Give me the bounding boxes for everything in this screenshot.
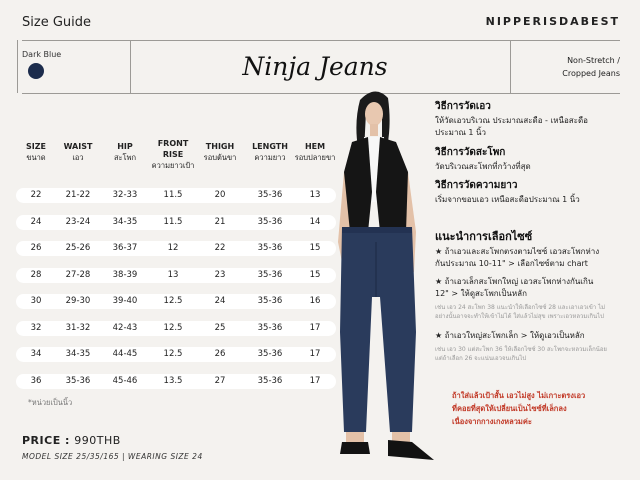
model-photo: [330, 82, 440, 472]
cell-waist: 25-26: [65, 243, 91, 253]
cell-hip: 38-39: [112, 269, 138, 280]
cell-size: 34: [30, 349, 42, 359]
advice-3-line-1: ★ ถ้าเอวใหญ่สะโพกเล็ก > ให้ดูเอวเป็นหลัก: [435, 331, 585, 340]
waist-measure-title: วิธีการวัดเอว: [435, 101, 491, 112]
header-hem-label: HEM: [304, 142, 326, 151]
cell-length: 35-36: [257, 349, 283, 359]
header-length-sub: ความยาว: [254, 153, 286, 162]
cell-hip: 32-33: [112, 190, 138, 200]
cell-hem: 14: [309, 216, 321, 227]
header-hip-label: HIP: [117, 142, 133, 151]
advice-1-line-1: ★ ถ้าเอวและสะโพกตรงตามไซซ์ เอวสะโพกห่าง: [435, 247, 600, 256]
cell-hip: 34-35: [112, 216, 138, 227]
cell-front-rise: 11.5: [163, 190, 183, 200]
warning-line-1: ถ้าใส่แล้วเป้าสั้น เอวไม่สูง ไม่เกาะตรงเอว: [452, 391, 586, 400]
advice-2-line-2: 12" > ให้ดูสะโพกเป็นหลัก: [435, 289, 527, 298]
cell-length: 35-36: [257, 243, 283, 253]
cell-size: 26: [30, 243, 42, 253]
cell-hem: 17: [309, 322, 321, 333]
cell-waist: 27-28: [65, 269, 91, 280]
cell-size: 24: [30, 216, 42, 227]
page-title: Size Guide: [22, 15, 91, 30]
waist-measure-text-2: ประมาณ 1 นิ้ว: [435, 128, 486, 137]
cell-front-rise: 12.5: [163, 349, 183, 359]
cell-hip: 44-45: [112, 349, 138, 359]
cell-thigh: 26: [214, 349, 226, 359]
product-name: Ninja Jeans: [242, 52, 388, 81]
header-waist-label: WAIST: [63, 142, 93, 151]
cell-hem: 17: [309, 375, 321, 386]
left-edge-divider: [17, 40, 18, 93]
cell-front-rise: 12.5: [163, 296, 183, 306]
advice-1-line-2: กันประมาณ 10-11" > เลือกไซซ์ตาม chart: [435, 259, 588, 268]
advice-2-example-2: อย่างนั้นอาจจะทำให้เข้าไม่ได้ ใส่แล้วไม่สุข เพราะเอวหลวมเกินไป: [435, 313, 604, 320]
cell-waist: 34-35: [65, 349, 91, 359]
advice-3-example-2: แต่ถ้าเลือก 26 จะแน่นเอวจนเกินไป: [435, 355, 527, 362]
cell-size: 28: [30, 269, 42, 280]
color-swatch: [28, 63, 44, 79]
advice-2-line-1: ★ ถ้าเอวเล็กสะโพกใหญ่ เอวสะโพกห่างกันเกิน: [435, 277, 594, 286]
cell-thigh: 22: [214, 243, 226, 253]
advice-2-example-1: เช่น เอว 24 สะโพก 38 แนะนำให้เลือกไซซ์ 28 และเอาเอวเข้า ไม่: [435, 304, 606, 311]
cell-size: 30: [30, 296, 42, 306]
header-thigh-label: THIGH: [205, 142, 235, 151]
length-measure-title: วิธีการวัดความยาว: [435, 180, 518, 191]
header-hip-sub: สะโพก: [113, 153, 137, 162]
header-size-label: SIZE: [25, 142, 46, 151]
cell-length: 35-36: [257, 269, 283, 280]
cell-length: 35-36: [257, 375, 283, 386]
fit-type-line-2: Cropped Jeans: [562, 69, 620, 78]
cell-waist: 29-30: [65, 296, 91, 306]
cell-waist: 35-36: [65, 375, 91, 386]
cell-size: 32: [30, 322, 42, 333]
cell-thigh: 21: [214, 216, 226, 227]
top-divider: [22, 40, 620, 41]
cell-length: 35-36: [257, 296, 283, 306]
cell-front-rise: 12.5: [163, 322, 183, 333]
cell-thigh: 24: [214, 296, 226, 306]
cell-hip: 39-40: [112, 296, 138, 306]
header-size-sub: ขนาด: [26, 153, 46, 162]
size-advice-title: แนะนำการเลือกไซซ์: [435, 230, 533, 243]
color-name-label: Dark Blue: [22, 50, 62, 59]
cell-hip: 42-43: [112, 322, 138, 333]
hip-measure-title: วิธีการวัดสะโพก: [435, 147, 506, 158]
cell-hem: 13: [309, 190, 321, 200]
cell-front-rise: 13.5: [163, 375, 183, 386]
model-size-info: MODEL SIZE 25/35/165 | WEARING SIZE 24: [22, 452, 203, 461]
cell-hem: 17: [309, 349, 321, 359]
price-label: PRICE :: [22, 434, 70, 447]
cell-front-rise: 13: [167, 269, 179, 280]
cell-size: 36: [30, 375, 42, 386]
brand-name: NIPPERISDABEST: [485, 15, 620, 28]
cell-hip: 45-46: [112, 375, 138, 386]
header-bottom-divider: [22, 93, 620, 94]
header-length-label: LENGTH: [252, 142, 288, 151]
cell-waist: 21-22: [65, 190, 91, 200]
cell-size: 22: [30, 190, 42, 200]
cell-waist: 23-24: [65, 216, 91, 227]
cell-length: 35-36: [257, 190, 283, 200]
cell-front-rise: 12: [167, 243, 179, 253]
cell-hip: 36-37: [112, 243, 138, 253]
header-hem-sub: รอบปลายขา: [294, 153, 336, 162]
length-measure-text: เริ่มจากขอบเอว เหนือสะดือประมาณ 1 นิ้ว: [435, 195, 580, 204]
advice-3-example-1: เช่น เอว 30 แต่สะโพก 36 ให้เลือกไซซ์ 30 สะโพกจะหลวมเล็กน้อย: [435, 346, 607, 353]
hip-measure-text: วัดบริเวณสะโพกที่กว้างที่สุด: [435, 162, 531, 171]
cell-thigh: 25: [214, 322, 226, 333]
fit-type-line-1: Non-Stretch /: [567, 56, 620, 65]
price: [22, 434, 121, 447]
cell-thigh: 20: [214, 190, 226, 200]
cell-length: 35-36: [257, 216, 283, 227]
cell-hem: 15: [309, 269, 321, 280]
header-thigh-sub: รอบต้นขา: [203, 153, 237, 162]
warning-line-3: เนื่องจากกางเกงหลวมค่ะ: [452, 417, 532, 426]
cell-thigh: 23: [214, 269, 226, 280]
cell-waist: 31-32: [65, 322, 91, 333]
cell-front-rise: 11.5: [163, 216, 183, 227]
cell-length: 35-36: [257, 322, 283, 333]
price-value: 990THB: [74, 434, 121, 447]
cell-thigh: 27: [214, 375, 226, 386]
cell-hem: 15: [309, 243, 321, 253]
warning-line-2: ที่คอยที่สุดให้เปลี่ยนเป็นไซซ์ที่เล็กลง: [452, 404, 567, 413]
cell-hem: 16: [309, 296, 321, 306]
header-front-rise-label: FRONT: [157, 139, 189, 148]
fit-divider: [510, 40, 511, 93]
waist-measure-text-1: ให้วัดเอวบริเวณ ประมาณสะดือ - เหนือสะดือ: [435, 116, 588, 125]
header-front-rise-sub: ความยาวเป้า: [151, 161, 195, 170]
unit-note: *หน่วยเป็นนิ้ว: [28, 398, 73, 407]
header-waist-sub: เอว: [72, 153, 84, 162]
header-front-rise-label: RISE: [162, 150, 184, 159]
